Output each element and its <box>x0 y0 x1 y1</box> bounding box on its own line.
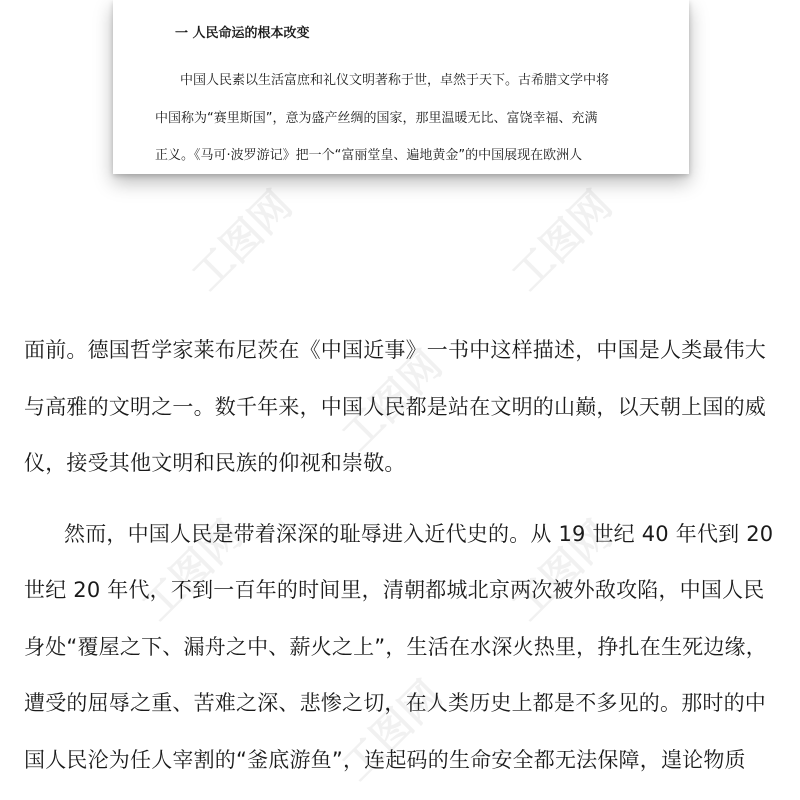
body-text-line: 与高雅的文明之一。数千年来，中国人民都是站在文明的山巅，以天朝上国的威 <box>24 395 766 419</box>
watermark: 工图网 <box>503 182 622 300</box>
card-text-line: 正义。《马可·波罗游记》把一个“富丽堂皇、遍地黄金”的中国展现在欧洲人 <box>155 148 583 163</box>
card-text-line: 中国称为“赛里斯国”，意为盛产丝绸的国家，那里温暖无比、富饶幸福、充满 <box>155 111 598 126</box>
watermark: 工图网 <box>333 342 452 460</box>
watermark: 工图网 <box>503 512 622 630</box>
body-text-line: 然而，中国人民是带着深深的耻辱进入近代史的。从 19 世纪 40 年代到 20 <box>64 522 774 546</box>
watermark: 工图网 <box>183 182 302 300</box>
document-snippet-card <box>113 0 689 174</box>
body-text-line: 世纪 20 年代，不到一百年的时间里，清朝都城北京两次被外敌攻陷，中国人民 <box>24 578 765 602</box>
section-heading: 一 人民命运的根本改变 <box>175 26 310 41</box>
body-text-line: 国人民沦为任人宰割的“釜底游鱼”，连起码的生命安全都无法保障，遑论物质 <box>24 748 746 772</box>
body-text-line: 身处“覆屋之下、漏舟之中、薪火之上”，生活在水深火热里，挣扎在生死边缘， <box>24 635 767 659</box>
body-text-line: 面前。德国哲学家莱布尼茨在《中国近事》一书中这样描述，中国是人类最伟大 <box>24 338 766 362</box>
card-text-line: 中国人民素以生活富庶和礼仪文明著称于世，卓然于天下。古希腊文学中将 <box>180 73 610 88</box>
body-text-line: 遭受的屈辱之重、苦难之深、悲惨之切，在人类历史上都是不多见的。那时的中 <box>24 691 766 715</box>
watermark: 工图网 <box>333 672 452 790</box>
body-text-line: 仪，接受其他文明和民族的仰视和崇敬。 <box>24 451 406 475</box>
watermark: 工图网 <box>133 512 252 630</box>
